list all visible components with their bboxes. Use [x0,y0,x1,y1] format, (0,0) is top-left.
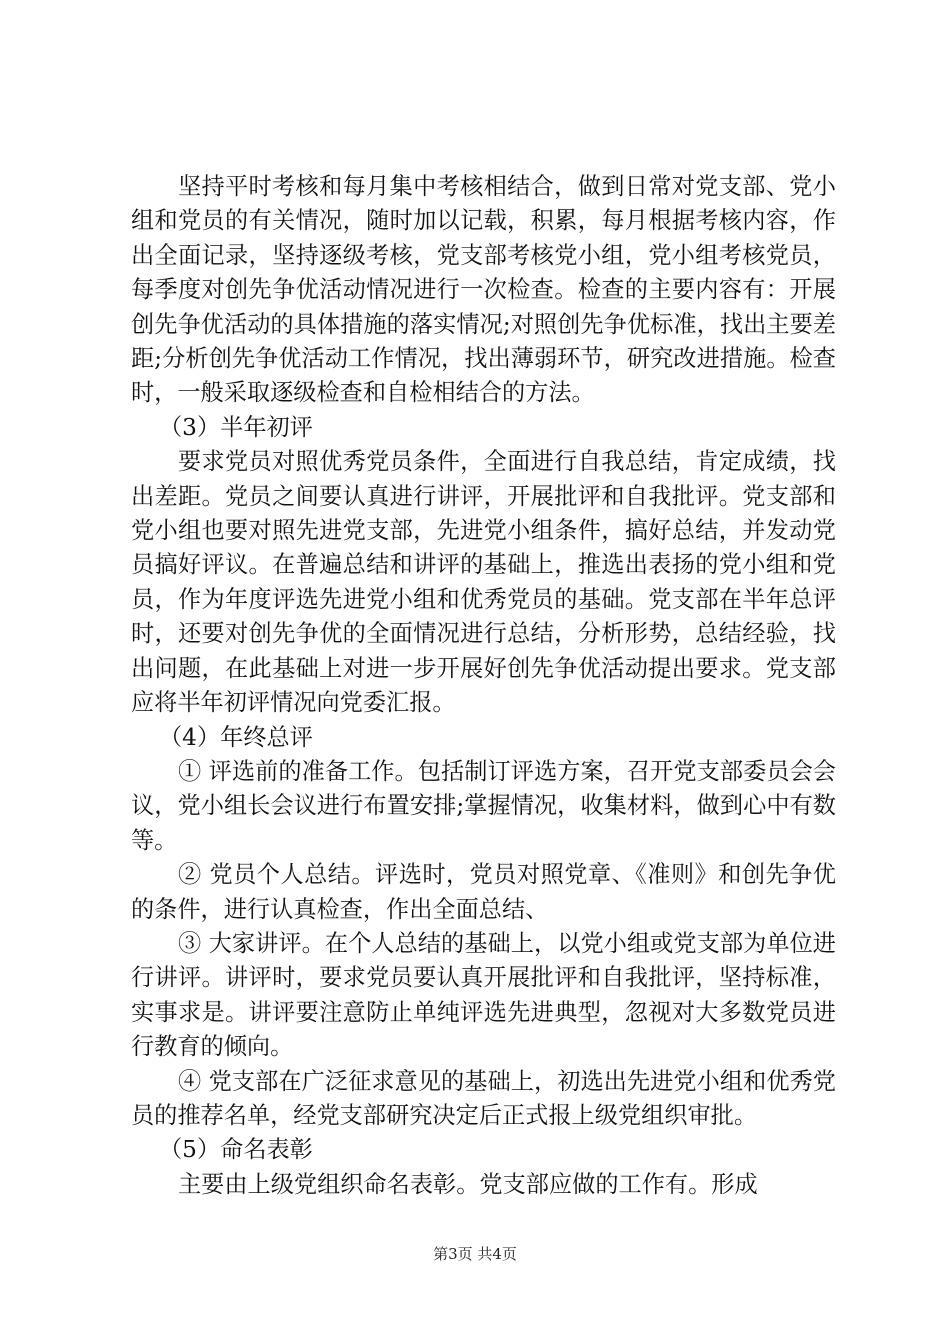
heading-year-end-review: （4）年终总评 [159,723,313,751]
paragraph-assessment: 坚持平时考核和每月集中考核相结合，做到日常对党支部、党小组和党员的有关情况，随时加以记载，积累，每月根据考核内容，作出全面记录，坚持逐级考核，党支部考核党小组，党小组考核党员，每季度对创先争优活动情况进行一次检查。检查的主要内容有：开展创先争优活动的具体措施的落实情况;对照创先争优标准，找出主要差距;分析创先争优活动工作情况，找出薄弱环节，研究改进措施。检查时，一般采取逐级检查和自检相结合的方法。 [131,173,836,407]
heading-commendation: （5）命名表彰 [159,1136,313,1164]
paragraph-step-2: ② 党员个人总结。评选时，党员对照党章、《准则》和创先争优的条件，进行认真检查，作出全面总结、 [131,861,836,923]
document-body [131,170,836,1202]
page-footer: 第3页 共4页 [433,1245,517,1263]
paragraph-step-4: ④ 党支部在广泛征求意见的基础上，初选出先进党小组和优秀党员的推荐名单，经党支部研究决定后正式报上级党组织审批。 [131,1067,836,1129]
heading-half-year-review: （3）半年初评 [159,413,313,441]
paragraph-step-1: ① 评选前的准备工作。包括制订评选方案，召开党支部委员会会议，党小组长会议进行布置安排;掌握情况，收集材料，做到心中有数等。 [131,757,836,854]
paragraph-step-3: ③ 大家讲评。在个人总结的基础上，以党小组或党支部为单位进行讲评。讲评时，要求党员要认真开展批评和自我批评，坚持标准，实事求是。讲评要注意防止单纯评选先进典型，忽视对大多数党员进行教育的倾向。 [131,929,836,1061]
paragraph-commendation: 主要由上级党组织命名表彰。党支部应做的工作有。形成 [178,1170,758,1198]
paragraph-half-year-review: 要求党员对照优秀党员条件，全面进行自我总结，肯定成绩，找出差距。党员之间要认真进行讲评，开展批评和自我批评。党支部和党小组也要对照先进党支部，先进党小组条件，搞好总结，并发动党员搞好评议。在普遍总结和讲评的基础上，推选出表扬的党小组和党员，作为年度评选先进党小组和优秀党员的基础。党支部在半年总评时，还要对创先争优的全面情况进行总结，分析形势，总结经验，找出问题，在此基础上对进一步开展好创先争优活动提出要求。党支部应将半年初评情况向党委汇报。 [131,448,836,717]
